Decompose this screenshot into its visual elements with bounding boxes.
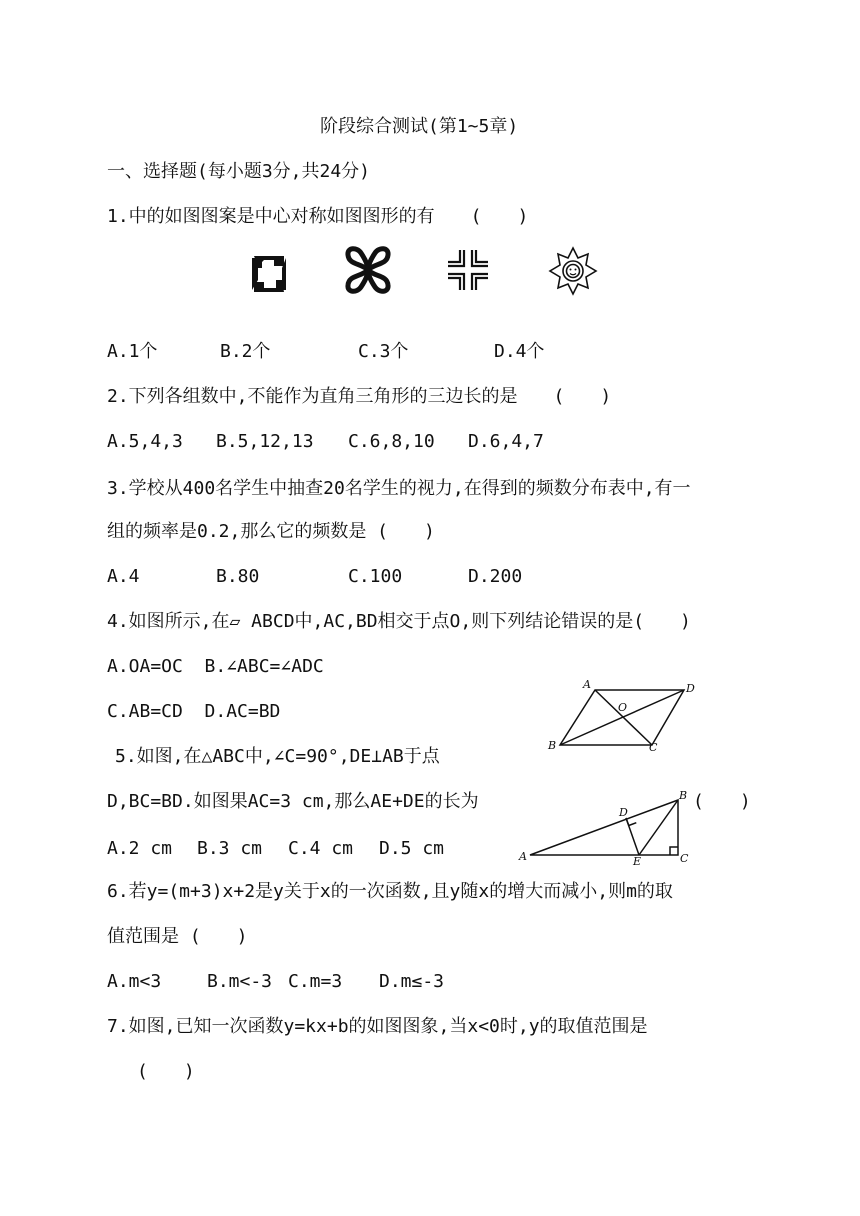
question-4-stem: 4.如图所示,在▱ ABCD中,AC,BD相交于点O,则下列结论错误的是( ) [107,611,691,632]
question-5-stem-line1: 5.如图,在△ABC中,∠C=90°,DE⊥AB于点 [115,746,440,767]
q6-option-a[interactable]: A.m<3 [107,971,162,992]
q4-options-row2[interactable]: C.AB=CD D.AC=BD [107,701,281,722]
question-3-stem-line1: 3.学校从400名学生中抽查20名学生的视力,在得到的频数分布表中,有一 [107,478,691,499]
q3-option-c[interactable]: C.100 [348,566,403,587]
label-c: C [680,852,689,865]
q5-option-b[interactable]: B.3 cm [197,838,263,859]
question-7-answer-paren: ( ) [137,1061,195,1082]
q5-option-a[interactable]: A.2 cm [107,838,173,859]
question-1-stem: 1.中的如图图案是中心对称如图图形的有 ( ) [107,206,529,227]
four-petal-knot-icon [343,245,393,295]
question-5-stem-line2: D,BC=BD.如图果AC=3 cm,那么AE+DE的长为 [107,791,479,812]
right-triangle-figure [512,786,702,870]
label-b: B [548,739,557,752]
label-e: E [633,855,642,868]
label-b: B [679,789,688,802]
q1-option-c[interactable]: C.3个 [358,341,409,362]
q5-option-d[interactable]: D.5 cm [379,838,445,859]
q3-option-b[interactable]: B.80 [216,566,260,587]
q3-option-a[interactable]: A.4 [107,566,140,587]
question-2-stem: 2.下列各组数中,不能作为直角三角形的三边长的是 ( ) [107,386,612,407]
label-a: A [519,850,527,863]
q2-option-c[interactable]: C.6,8,10 [348,431,435,452]
label-c: C [649,741,658,754]
q1-option-d[interactable]: D.4个 [494,341,545,362]
label-d: D [619,806,628,819]
label-d: D [686,682,695,695]
q5-option-c[interactable]: C.4 cm [288,838,354,859]
section-heading: 一、选择题(每小题3分,共24分) [107,161,371,182]
question-6-stem-line1: 6.若y=(m+3)x+2是y关于x的一次函数,且y随x的增大而减小,则m的取 [107,881,673,902]
question-5-answer-paren: ( ) [693,791,751,812]
parallelogram-figure [540,676,710,756]
page-title: 阶段综合测试(第1~5章) [320,116,519,137]
question-6-stem-line2: 值范围是 ( ) [107,926,248,947]
q2-option-d[interactable]: D.6,4,7 [468,431,544,452]
label-o: O [618,701,628,714]
q2-option-a[interactable]: A.5,4,3 [107,431,183,452]
q1-option-a[interactable]: A.1个 [107,341,158,362]
q6-option-d[interactable]: D.m≤-3 [379,971,445,992]
question-3-stem-line2: 组的频率是0.2,那么它的频数是 ( ) [107,521,435,542]
label-a: A [583,678,591,691]
question-7-stem: 7.如图,已知一次函数y=kx+b的如图图象,当x<0时,y的取值范围是 [107,1016,648,1037]
q6-option-b[interactable]: B.m<-3 [207,971,273,992]
sun-flower-icon [548,246,598,296]
q2-option-b[interactable]: B.5,12,13 [216,431,314,452]
q6-option-c[interactable]: C.m=3 [288,971,343,992]
square-swirl-icon [250,252,290,296]
cross-maze-icon [446,248,490,292]
q3-option-d[interactable]: D.200 [468,566,523,587]
q4-options-row1[interactable]: A.OA=OC B.∠ABC=∠ADC [107,656,324,677]
q1-option-b[interactable]: B.2个 [220,341,271,362]
